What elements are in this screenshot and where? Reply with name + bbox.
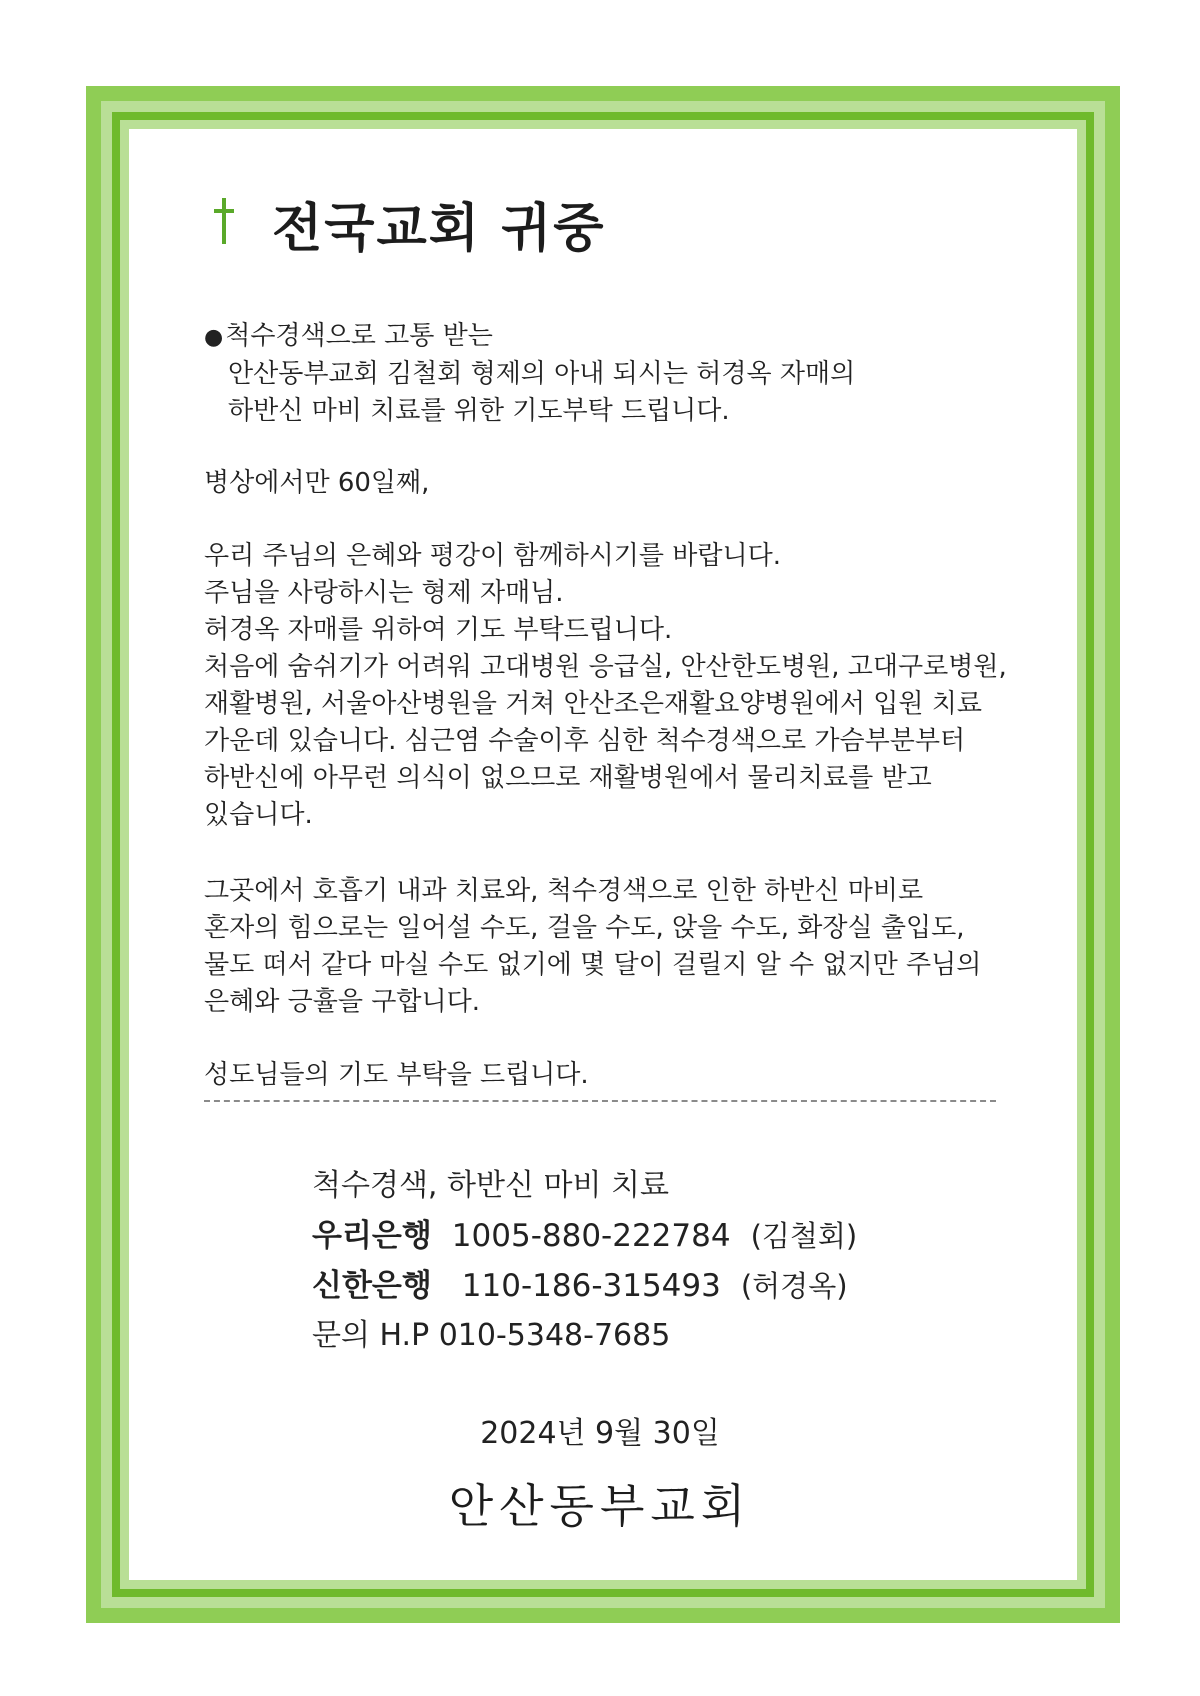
text-line: 그곳에서 호흡기 내과 치료와, 척수경색으로 인한 하반신 마비로 bbox=[204, 876, 924, 906]
account-info bbox=[312, 1161, 857, 1361]
bank-name: 신한은행 bbox=[312, 1268, 432, 1304]
text-line: 처음에 숨쉬기가 어려워 고대병원 응급실, 안산한도병원, 고대구로병원, bbox=[204, 652, 1007, 682]
account-number: 110-186-315493 bbox=[461, 1268, 721, 1304]
text-line: 하반신에 아무런 의식이 없으므로 재활병원에서 물리치료를 받고 bbox=[204, 763, 932, 793]
account-holder: (허경옥) bbox=[740, 1269, 848, 1303]
account-holder: (김철회) bbox=[750, 1219, 858, 1253]
greeting-paragraph bbox=[204, 538, 1007, 834]
text-line: 주님을 사랑하시는 형제 자매님. bbox=[204, 578, 564, 608]
intro-line-3: 하반신 마비 치료를 위한 기도부탁 드립니다. bbox=[228, 396, 730, 426]
intro-line-1 bbox=[204, 318, 855, 356]
dashed-divider bbox=[204, 1100, 996, 1102]
shinhan-account-row bbox=[312, 1261, 857, 1311]
text-line: 우리 주님의 은혜와 평강이 함께하시기를 바랍니다. bbox=[204, 541, 782, 571]
church-signature: 안산동부교회 bbox=[448, 1479, 752, 1533]
intro-line-1-text: 척수경색으로 고통 받는 bbox=[225, 321, 493, 351]
days-line: 병상에서만 60일째, bbox=[204, 468, 430, 498]
text-line: 혼자의 힘으로는 일어설 수도, 걸을 수도, 앉을 수도, 화장실 출입도, bbox=[204, 913, 965, 943]
letter-date: 2024년 9월 30일 bbox=[480, 1416, 720, 1451]
contact-line: 문의 H.P 010-5348-7685 bbox=[312, 1318, 671, 1353]
text-line: 재활병원, 서울아산병원을 거쳐 안산조은재활요양병원에서 입원 치료 bbox=[204, 689, 982, 719]
account-number: 1005-880-222784 bbox=[451, 1218, 731, 1254]
intro-paragraph bbox=[204, 318, 855, 430]
bank-name: 우리은행 bbox=[312, 1218, 432, 1254]
cross-icon bbox=[212, 198, 236, 244]
intro-line-2: 안산동부교회 김철회 형제의 아내 되시는 허경옥 자매의 bbox=[228, 359, 856, 389]
situation-paragraph bbox=[204, 873, 981, 1021]
text-line: 가운데 있습니다. 심근염 수술이후 심한 척수경색으로 가슴부분부터 bbox=[204, 726, 966, 756]
text-line: 있습니다. bbox=[204, 800, 313, 830]
page-title: 전국교회 귀중 bbox=[272, 199, 606, 259]
purpose-line: 척수경색, 하반신 마비 치료 bbox=[312, 1168, 669, 1203]
text-line: 허경옥 자매를 위하여 기도 부탁드립니다. bbox=[204, 615, 673, 645]
bullet-icon: ● bbox=[204, 325, 224, 350]
text-line: 은혜와 긍휼을 구합니다. bbox=[204, 987, 480, 1017]
prayer-request-line: 성도님들의 기도 부탁을 드립니다. bbox=[204, 1060, 589, 1090]
text-line: 물도 떠서 같다 마실 수도 없기에 몇 달이 걸릴지 알 수 없지만 주님의 bbox=[204, 950, 982, 980]
woori-account-row bbox=[312, 1211, 857, 1261]
